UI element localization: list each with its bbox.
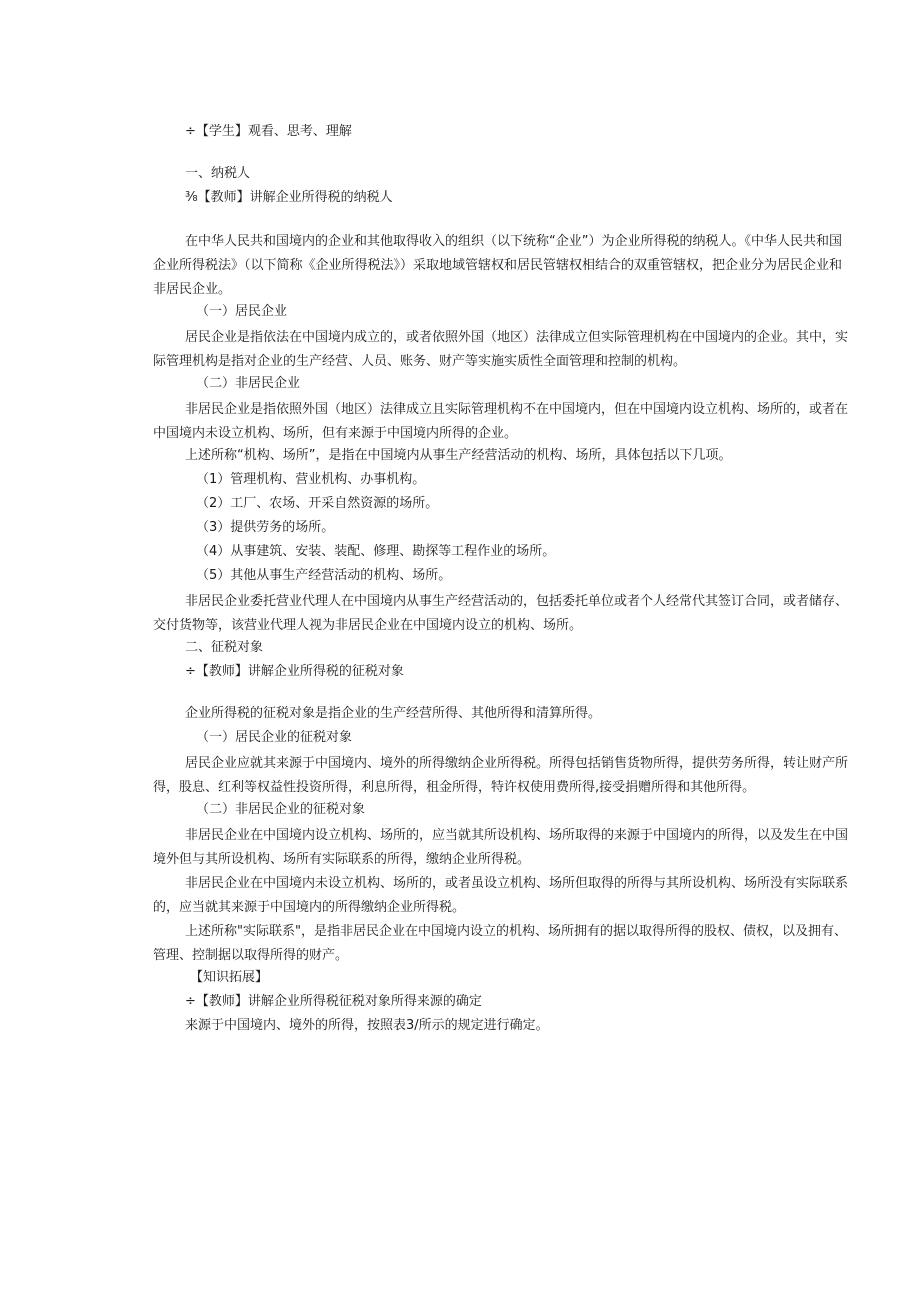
paragraph-nonresident-without-establishment: 非居民企业在中国境内未设立机构、场所的，或者虽设立机构、场所但取得的所得与其所设机构、场所没有实际联系的，应当就其来源于中国境内的所得缴纳企业所得税。 xyxy=(153,876,849,915)
paragraph-resident-enterprise: 居民企业是指依法在中国境内成立的，或者依照外国（地区）法律成立但实际管理机构在中国境内的企业。其中，实际管理机构是指对企业的生产经营、人员、账务、财产等实施实质性全面管理和控制的机构。 xyxy=(153,330,849,369)
knowledge-extension-label: 【知识拓展】 xyxy=(190,970,269,985)
subheading-nonresident-enterprise: （二）非居民企业 xyxy=(196,376,301,391)
subheading-resident-enterprise: （一）居民企业 xyxy=(196,304,288,319)
paragraph-agent: 非居民企业委托营业代理人在中国境内从事生产经营活动的，包括委托单位或者个人经常代其签订合同，或者储存、交付货物等，该营业代理人视为非居民企业在中国境内设立的机构、场所。 xyxy=(153,594,849,633)
list-item-4: （4）从事建筑、安装、装配、修理、勘探等工程作业的场所。 xyxy=(196,544,556,559)
paragraph-establishment-definition: 上述所称“机构、场所”，是指在中国境内从事生产经营活动的机构、场所，具体包括以下几项。 xyxy=(185,448,732,463)
paragraph-nonresident-with-establishment: 非居民企业在中国境内设立机构、场所的，应当就其所设机构、场所取得的来源于中国境内的所得，以及发生在中国境外但与其所设机构、场所有实际联系的所得，缴纳企业所得税。 xyxy=(153,828,849,867)
list-item-1: （1）管理机构、营业机构、办事机构。 xyxy=(196,472,426,487)
teacher-note-tax-object: ÷【教师】讲解企业所得税的征税对象 xyxy=(185,664,404,679)
paragraph-income-source: 来源于中国境内、境外的所得，按照表3/所示的规定进行确定。 xyxy=(185,1018,549,1033)
student-activity-line: ÷【学生】观看、思考、理解 xyxy=(185,124,352,139)
paragraph-actual-connection: 上述所称"实际联系"，是指非居民企业在中国境内设立的机构、场所拥有的据以取得所得的股权、债权，以及拥有、管理、控制据以取得所得的财产。 xyxy=(153,924,847,963)
paragraph-tax-object: 企业所得税的征税对象是指企业的生产经营所得、其他所得和清算所得。 xyxy=(185,706,602,721)
list-item-3: （3）提供劳务的场所。 xyxy=(196,520,335,535)
teacher-note-taxpayer: ⅜【教师】讲解企业所得税的纳税人 xyxy=(185,190,393,205)
paragraph-resident-tax-object: 居民企业应就其来源于中国境内、境外的所得缴纳企业所得税。所得包括销售货物所得，提供劳务所得，转让财产所得，股息、红利等权益性投资所得，利息所得，租金所得，特许权使用费所得,接受捐赠所得和其他所得。 xyxy=(153,756,849,795)
paragraph-taxpayer-definition: 在中华人民共和国境内的企业和其他取得收入的组织（以下统称“企业”）为企业所得税的纳税人。《中华人民共和国企业所得税法》（以下简称《企业所得税法》）采取地域管辖权和居民管辖权相结合的双重管辖权，把企业分为居民企业和非居民企业。 xyxy=(153,234,843,297)
teacher-note-income-source: ÷【教师】讲解企业所得税征税对象所得来源的确定 xyxy=(185,994,482,1009)
list-item-5: （5）其他从事生产经营活动的机构、场所。 xyxy=(196,568,452,583)
subheading-resident-tax-object: （一）居民企业的征税对象 xyxy=(196,730,353,745)
paragraph-nonresident-enterprise: 非居民企业是指依照外国（地区）法律成立且实际管理机构不在中国境内，但在中国境内设立机构、场所的，或者在中国境内未设立机构、场所，但有来源于中国境内所得的企业。 xyxy=(153,402,849,441)
subheading-nonresident-tax-object: （二）非居民企业的征税对象 xyxy=(196,802,366,817)
section-heading-taxpayer: 一、纳税人 xyxy=(185,166,251,181)
list-item-2: （2）工厂、农场、开采自然资源的场所。 xyxy=(196,496,439,511)
section-heading-tax-object: 二、征税对象 xyxy=(185,640,264,655)
